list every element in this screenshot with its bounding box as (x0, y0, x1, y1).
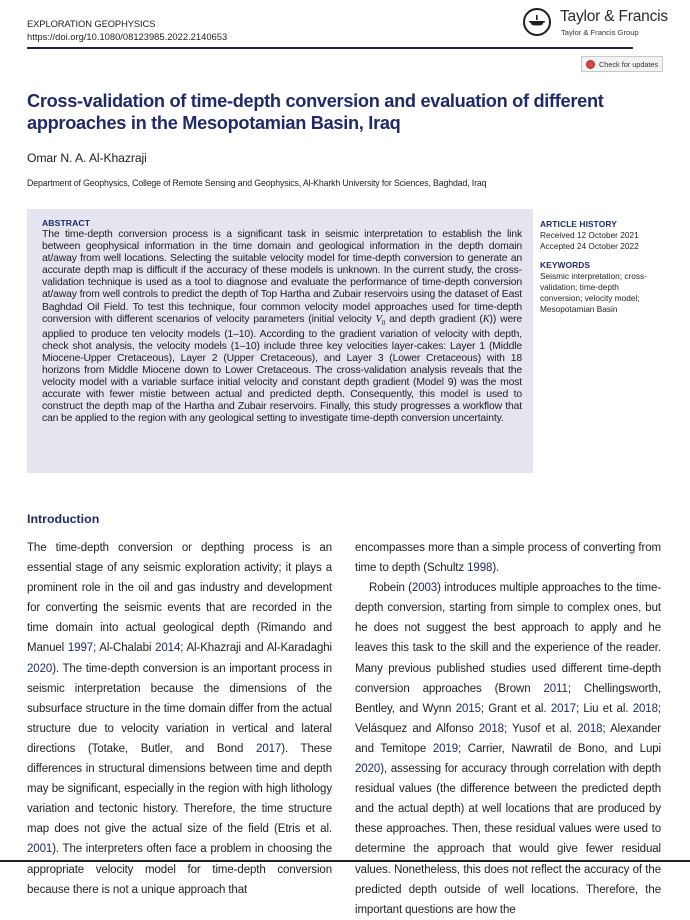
citation-link[interactable]: 2014 (155, 642, 181, 655)
body-text: ). The time-depth conversion is an important process in seismic interpretation because the dimensions of the subsurface structure in the time domain differ from the actual structure due to velocity variation in vertical and lateral directions (Totake, Butler, and Bond (27, 662, 332, 755)
citation-link[interactable]: 1998 (467, 562, 493, 575)
citation-link[interactable]: 2017 (256, 742, 282, 755)
body-text: ; Carrier, Nawratil de Bono, and Lupi (458, 742, 662, 755)
citation-link[interactable]: 2020 (27, 662, 53, 675)
author-name: Omar N. A. Al-Khazraji (27, 151, 147, 165)
body-text: ; Al-Khazraji and Al-Karadaghi (180, 642, 332, 655)
body-text: ; Grant et al. (480, 702, 551, 715)
citation-link[interactable]: 2018 (577, 722, 603, 735)
initial-velocity-symbol (376, 314, 386, 325)
crossmark-icon (586, 60, 595, 69)
intro-paragraph-continued (355, 538, 661, 578)
body-column-right (355, 538, 661, 920)
abstract-text (42, 229, 522, 426)
publisher-group: Taylor & Francis Group (561, 28, 639, 37)
author-affiliation: Department of Geophysics, College of Remote Sensing and Geophysics, Al-Kharkh University for Sciences, Baghdad, Iraq (27, 178, 487, 188)
header-divider (27, 47, 633, 49)
received-date: Received 12 October 2021 (540, 230, 639, 240)
citation-link[interactable]: 2017 (550, 702, 576, 715)
v-subscript: 0 (381, 318, 386, 327)
body-text: ). The interpreters often face a problem in choosing the appropriate velocity model for time-depth conversion because there is not a unique approach that (27, 843, 332, 896)
citation-link[interactable]: 2011 (543, 682, 568, 695)
body-text: ; Yusof et al. (503, 722, 578, 735)
v-symbol: V (375, 313, 382, 325)
lamp-logo-icon (523, 8, 551, 36)
intro-paragraph (355, 578, 661, 920)
publisher-logo (523, 6, 690, 46)
abstract-heading: ABSTRACT (42, 218, 91, 228)
check-for-updates-button[interactable] (581, 56, 663, 72)
body-text: ), assessing for accuracy through correlation with depth residual values (the difference between the predicted depth and the actual depth) at well locations that are produced by these approaches. Then, these residual values were used to determine the approach that would give fewer residual values. Nonetheless, this does not reflect the accuracy of the predicted depth outside of well locations. Therefore, the important questions are how the (355, 763, 661, 916)
body-text: encompasses more than a simple process of converting from time to depth (Schultz (355, 542, 661, 575)
body-text: ). These differences in structural dimensions between time and depth may be significant, especially in the region with high lithology variation and tectonic history. Therefore, the time structure map does not give the actual size of the field (Etris et al. (27, 742, 332, 836)
body-text: ). (492, 562, 500, 575)
keywords-list: Seismic interpretation; cross-validation; time-depth conversion; velocity model; Mesopotamian Basin (540, 271, 647, 314)
doi-link[interactable]: https://doi.org/10.1080/08123985.2022.2140653 (27, 31, 228, 42)
citation-link[interactable]: 1997 (67, 642, 94, 655)
citation-link[interactable]: 2003 (411, 582, 438, 595)
citation-link[interactable]: 2001 (27, 843, 53, 856)
abstract-text-part: The time-depth conversion process is a significant task in seismic interpretation to establish the link between geophysical information in the time domain and geological information in the depth domain at/away from well locations. Selecting the suitable velocity model for time-depth conversion to generate an accurate depth map is difficult if the accuracy of these models is unknown. In the current study, the cross-validation technique is used as a tool to diagnose and evaluate the performance of time-depth conversion at/away from well controls to predict the depth of Top Hartha and Zubair reservoirs using the dataset of East Baghdad Oil Field. To test this technique, four common velocity model approaches used for time-depth conversion with different scenarios of velocity parameters (initial velocity (42, 229, 522, 325)
body-column-left (27, 538, 332, 900)
citation-link[interactable]: 2018 (478, 722, 504, 735)
body-text: ; Liu et al. (576, 702, 633, 715)
journal-header (27, 17, 227, 43)
introduction-heading: Introduction (27, 512, 100, 526)
body-text: ; Chellingsworth, Bentley, and Wynn (355, 682, 662, 715)
citation-link[interactable]: 2019 (432, 742, 459, 755)
body-text: The time-depth conversion or depthing process is an essential stage of any seismic exploration activity; it plays a prominent role in the oil and gas industry and development for converting the seismic events that are recorded in the time domain into actual geological depth (Rimando and Manuel (27, 542, 332, 655)
body-text: ; Alexander and Temitope (355, 722, 661, 755)
accepted-date: Accepted 24 October 2022 (540, 241, 639, 251)
body-text: ; Velásquez and Alfonso (355, 702, 662, 735)
article-title: Cross-validation of time-depth conversion and evaluation of different approaches in the Mesopotamian Basin, Iraq (27, 91, 604, 133)
article-info-sidebar (540, 219, 690, 315)
body-text: ; Al-Chalabi (93, 642, 156, 655)
body-text: ) introduces multiple approaches to the time-depth conversion, starting from simple to complex ones, but he does not suggest the best approach to apply and he leaves this task to the skill and the experience of the reader. Many previous published studies used different time-depth conversion approaches (Brown (355, 582, 662, 695)
article-history-heading: ARTICLE HISTORY (540, 219, 617, 229)
abstract-text-part: and depth gradient ( (385, 313, 483, 325)
journal-name: EXPLORATION GEOPHYSICS (27, 18, 156, 29)
publisher-name: Taylor & Francis (560, 8, 668, 25)
check-for-updates-label: Check for updates (599, 59, 659, 69)
keywords-heading: KEYWORDS (540, 260, 591, 270)
abstract-text-part: )) were applied to produce ten velocity models (1–10). According to the gradient variation of velocity with depth, check shot analysis, the velocity models (1–10) include three key velocities layer-cakes: Layer 1 (Middle Miocene-Upper Cretaceous), Layer 2 (Upper Cretaceous), and Layer 3 (Lower Cretaceous) with 18 horizons from Middle Miocene down to Lower Cretaceous. The cross-validation analysis reveals that the velocity model with a variable surface initial velocity and constant depth gradient (Model 9) was the most accurate with fewer mistie between actual and predicted depth. Consequently, this model is used to construct the depth map of the Hartha and Zubair reservoirs. Finally, this study progresses a workflow that can be applied to the region with any geological setting to investigate time-depth conversion uncertainty. (42, 313, 523, 425)
depth-gradient-symbol: K (482, 313, 490, 325)
abstract-box (27, 209, 533, 473)
body-text: Robein ( (369, 582, 412, 595)
citation-link[interactable]: 2015 (455, 702, 481, 715)
citation-link[interactable]: 2018 (632, 702, 658, 715)
intro-paragraph (27, 538, 332, 900)
citation-link[interactable]: 2020 (355, 763, 381, 776)
